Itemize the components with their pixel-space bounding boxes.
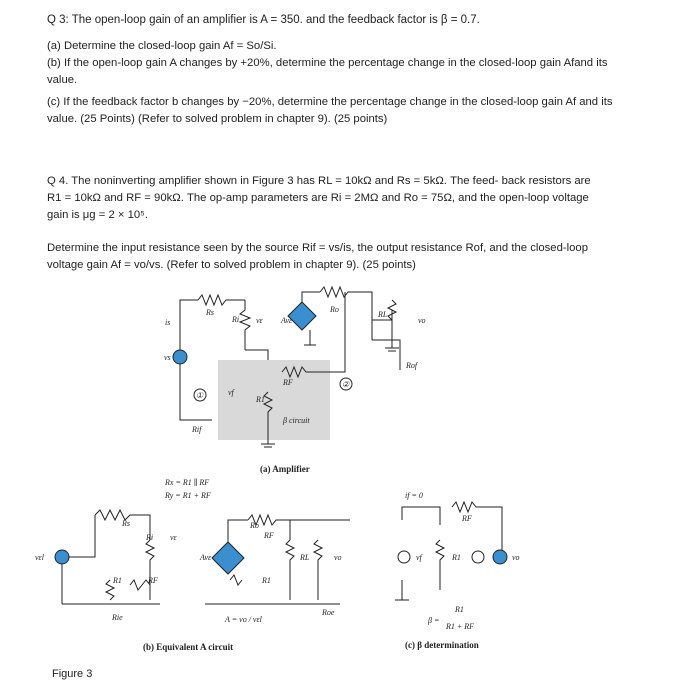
beta-denominator: R1 + RF bbox=[446, 622, 475, 631]
label-vo-a: vo bbox=[418, 316, 426, 325]
caption-equivalent: (b) Equivalent A circuit bbox=[143, 642, 234, 652]
caption-beta: (c) β determination bbox=[405, 640, 479, 650]
label-rs-b: Rs bbox=[122, 519, 130, 528]
eq-series: Ry = R1 + RF bbox=[165, 491, 211, 500]
label-is-a: is bbox=[165, 318, 171, 327]
label-r1-c: R1 bbox=[452, 553, 461, 562]
label-av-b: Avε bbox=[200, 553, 212, 562]
label-rl-a: RL bbox=[378, 310, 388, 319]
q3-part-c-line2: value. (25 Points) (Refer to solved problem in chapter 9). (25 points) bbox=[47, 113, 388, 125]
label-roe-b: Roe bbox=[322, 608, 335, 617]
label-r1-b2: R1 bbox=[262, 576, 271, 585]
label-ro-a: Ro bbox=[330, 305, 339, 314]
label-rf-a: RF bbox=[283, 378, 293, 387]
label-ri-a: Ri bbox=[232, 315, 240, 324]
label-r1-b: R1 bbox=[113, 576, 122, 585]
label-ri-b: Ri bbox=[146, 533, 154, 542]
beta-circuit-label: β circuit bbox=[283, 416, 310, 425]
q4-line2: R1 = 10kΩ and RF = 90kΩ. The op-amp parameters are Ri = 2MΩ and Ro = 75Ω, and the open-loop voltage bbox=[47, 192, 589, 204]
label-rf-c: RF bbox=[462, 514, 472, 523]
label-vo-b: vo bbox=[334, 553, 342, 562]
label-vs-a: vs bbox=[164, 353, 171, 362]
caption-amplifier: (a) Amplifier bbox=[260, 464, 310, 474]
label-r1-a: R1 bbox=[256, 395, 265, 404]
figure-name: Figure 3 bbox=[52, 668, 93, 680]
label-vel-b: vεl bbox=[35, 553, 44, 562]
label-rie-b: Rie bbox=[112, 613, 123, 622]
eq-parallel: Rx = R1 ∥ RF bbox=[165, 478, 210, 487]
label-rof-a: Rof bbox=[406, 361, 418, 370]
q3-title: Q 3: The open-loop gain of an amplifier is A = 350. and the feedback factor is β = 0.7. bbox=[47, 14, 480, 26]
q3-part-a: (a) Determine the closed-loop gain Af = So/Si. bbox=[47, 40, 277, 52]
figure-3-circuits bbox=[0, 270, 700, 670]
label-ve-b: vε bbox=[170, 533, 177, 542]
q4-line4: Determine the input resistance seen by the source Rif = vs/is, the output resistance Rof, and the closed-loop bbox=[47, 242, 588, 254]
if-zero-label: if = 0 bbox=[405, 491, 423, 500]
q4-line1: Q 4. The noninverting amplifier shown in Figure 3 has RL = 10kΩ and Rs = 5kΩ. The feed- back resistors are bbox=[47, 175, 591, 187]
label-rif-a: Rif bbox=[192, 425, 202, 434]
q3-part-c-line1: (c) If the feedback factor b changes by −20%, determine the percentage change in the closed-loop gain Af and its bbox=[47, 96, 613, 108]
label-rf-b: RF bbox=[264, 531, 274, 540]
q3-part-b-line1: (b) If the open-loop gain A changes by +20%, determine the percentage change in the closed-loop gain Afand its bbox=[47, 57, 608, 69]
beta-numerator: R1 bbox=[455, 605, 464, 614]
node-1-label: ① bbox=[196, 391, 204, 400]
label-vo-c: vo bbox=[512, 553, 520, 562]
label-rl-b: RL bbox=[300, 553, 310, 562]
q4-line5: voltage gain Af = vo/vs. (Refer to solved problem in chapter 9). (25 points) bbox=[47, 259, 416, 271]
label-rs-a: Rs bbox=[206, 308, 214, 317]
node-2-label: ② bbox=[342, 380, 350, 389]
label-vf-c: vf bbox=[416, 553, 422, 562]
gain-equation: A = vo / vεl bbox=[225, 615, 262, 624]
label-av-a: Avε bbox=[281, 316, 293, 325]
beta-equation: β = bbox=[428, 616, 440, 625]
label-rf-b2: RF bbox=[148, 576, 158, 585]
label-ro-b: Ro bbox=[250, 521, 259, 530]
label-vf-a: vf bbox=[228, 388, 234, 397]
q3-part-b-line2: value. bbox=[47, 74, 78, 86]
label-ve-a: vε bbox=[256, 316, 263, 325]
q4-line3: gain is μg = 2 × 10⁵. bbox=[47, 209, 149, 221]
